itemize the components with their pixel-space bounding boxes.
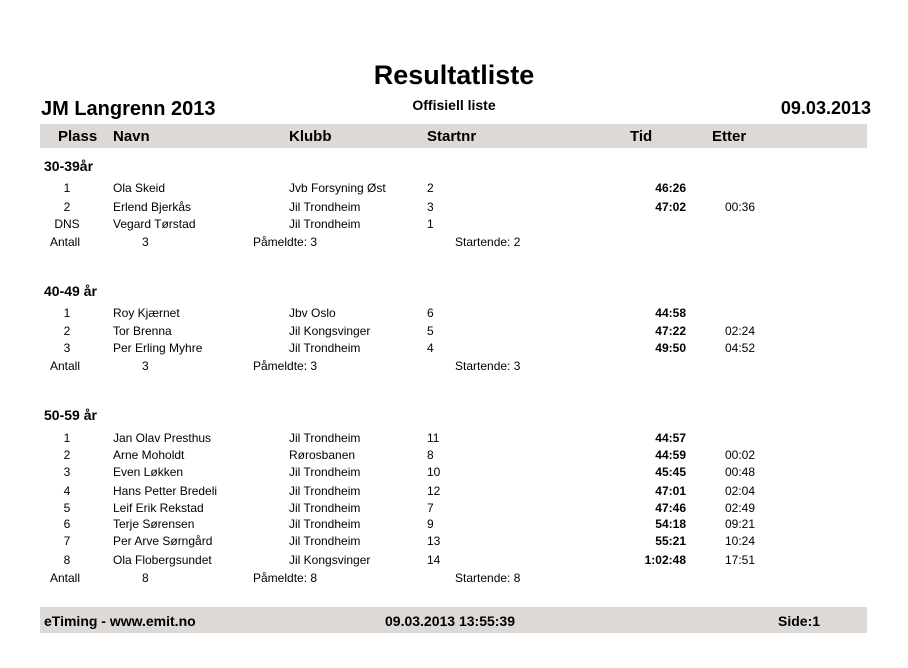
result-time: 44:57 [655,431,686,445]
result-club: Jbv Oslo [289,306,336,320]
result-name: Ola Skeid [113,181,166,195]
event-date: 09.03.2013 [780,98,871,118]
summary-antall-count: 3 [142,235,149,249]
result-behind: 02:04 [725,484,756,498]
result-place: 3 [63,465,71,479]
result-club: Jil Trondheim [289,341,361,355]
result-name: Ola Flobergsundet [113,553,212,567]
summary-pameldte: Påmeldte: 3 [253,235,318,249]
footer-page-number: Side:1 [778,613,821,629]
result-startnr: 4 [427,341,434,355]
summary-antall-count: 8 [142,571,149,585]
result-startnr: 10 [427,465,441,479]
result-behind: 00:02 [725,448,756,462]
result-place: 1 [63,306,71,320]
column-header-etter: Etter [712,128,747,145]
result-behind: 02:24 [725,324,756,338]
result-behind: 09:21 [725,517,756,531]
result-name: Per Arve Sørngård [113,534,213,548]
result-startnr: 7 [427,501,434,515]
result-name: Arne Moholdt [113,448,185,462]
summary-antall-label: Antall [50,571,81,585]
result-time: 55:21 [655,534,686,548]
result-startnr: 12 [427,484,441,498]
result-behind: 02:49 [725,501,756,515]
result-time: 47:02 [655,200,686,214]
footer-print-timestamp: 09.03.2013 13:55:39 [385,613,515,629]
result-club: Jil Trondheim [289,501,361,515]
result-behind: 04:52 [725,341,756,355]
column-header-tid: Tid [630,128,653,145]
column-header-navn: Navn [113,128,150,145]
result-behind: 00:48 [725,465,756,479]
result-behind: 00:36 [725,200,756,214]
list-subtitle: Offisiell liste [412,97,496,113]
summary-antall-label: Antall [50,235,81,249]
result-club: Jil Trondheim [289,200,361,214]
column-header-startnr: Startnr [427,128,477,145]
result-time: 54:18 [655,517,686,531]
result-name: Terje Sørensen [113,517,195,531]
summary-pameldte: Påmeldte: 3 [253,359,318,373]
result-name: Jan Olav Presthus [113,431,212,445]
result-time: 47:01 [655,484,686,498]
result-club: Jil Trondheim [289,534,361,548]
result-place: 7 [63,534,71,548]
result-startnr: 3 [427,200,434,214]
result-time: 45:45 [655,465,686,479]
result-club: Jil Trondheim [289,431,361,445]
group-title: 30-39år [44,158,94,174]
result-place: 2 [63,200,71,214]
result-time: 47:46 [655,501,686,515]
result-startnr: 1 [427,217,434,231]
result-time: 47:22 [655,324,686,338]
result-time: 46:26 [655,181,686,195]
report-title: Resultatliste [373,60,535,90]
result-time: 49:50 [655,341,686,355]
result-startnr: 14 [427,553,441,567]
result-club: Jvb Forsyning Øst [289,181,386,195]
result-behind: 17:51 [725,553,756,567]
result-club: Jil Trondheim [289,517,361,531]
result-behind: 10:24 [725,534,756,548]
summary-antall-count: 3 [142,359,149,373]
result-place: 4 [63,484,71,498]
summary-pameldte: Påmeldte: 8 [253,571,318,585]
result-club: Jil Kongsvinger [289,324,371,338]
group-title: 40-49 år [44,283,97,299]
result-name: Hans Petter Bredeli [113,484,218,498]
result-club: Jil Kongsvinger [289,553,371,567]
summary-startende: Startende: 2 [455,235,521,249]
result-place: 5 [63,501,71,515]
result-startnr: 2 [427,181,434,195]
result-place: 3 [63,341,71,355]
footer-timing-link: eTiming - www.emit.no [44,613,196,629]
result-place: 2 [63,448,71,462]
result-place: DNS [54,217,80,231]
result-startnr: 11 [427,431,440,445]
group-title: 50-59 år [44,407,97,423]
result-place: 1 [63,431,71,445]
result-club: Jil Trondheim [289,484,361,498]
summary-antall-label: Antall [50,359,81,373]
result-time: 44:58 [655,306,686,320]
result-startnr: 9 [427,517,434,531]
result-place: 2 [63,324,71,338]
result-name: Even Løkken [113,465,184,479]
result-club: Jil Trondheim [289,217,361,231]
result-name: Tor Brenna [113,324,172,338]
result-name: Vegard Tørstad [113,217,196,231]
result-startnr: 8 [427,448,434,462]
result-time: 44:59 [655,448,686,462]
result-place: 1 [63,181,71,195]
column-header-plass: Plass [58,128,98,145]
result-club: Rørosbanen [289,448,356,462]
result-name: Leif Erik Rekstad [113,501,204,515]
result-time: 1:02:48 [644,553,686,567]
result-name: Per Erling Myhre [113,341,203,355]
column-header-klubb: Klubb [289,128,332,145]
result-startnr: 13 [427,534,441,548]
result-startnr: 5 [427,324,434,338]
result-place: 6 [63,517,71,531]
result-place: 8 [63,553,71,567]
result-name: Roy Kjærnet [113,306,180,320]
result-startnr: 6 [427,306,434,320]
summary-startende: Startende: 3 [455,359,521,373]
result-name: Erlend Bjerkås [113,200,192,214]
summary-startende: Startende: 8 [455,571,521,585]
event-name: JM Langrenn 2013 [41,98,216,120]
result-club: Jil Trondheim [289,465,361,479]
